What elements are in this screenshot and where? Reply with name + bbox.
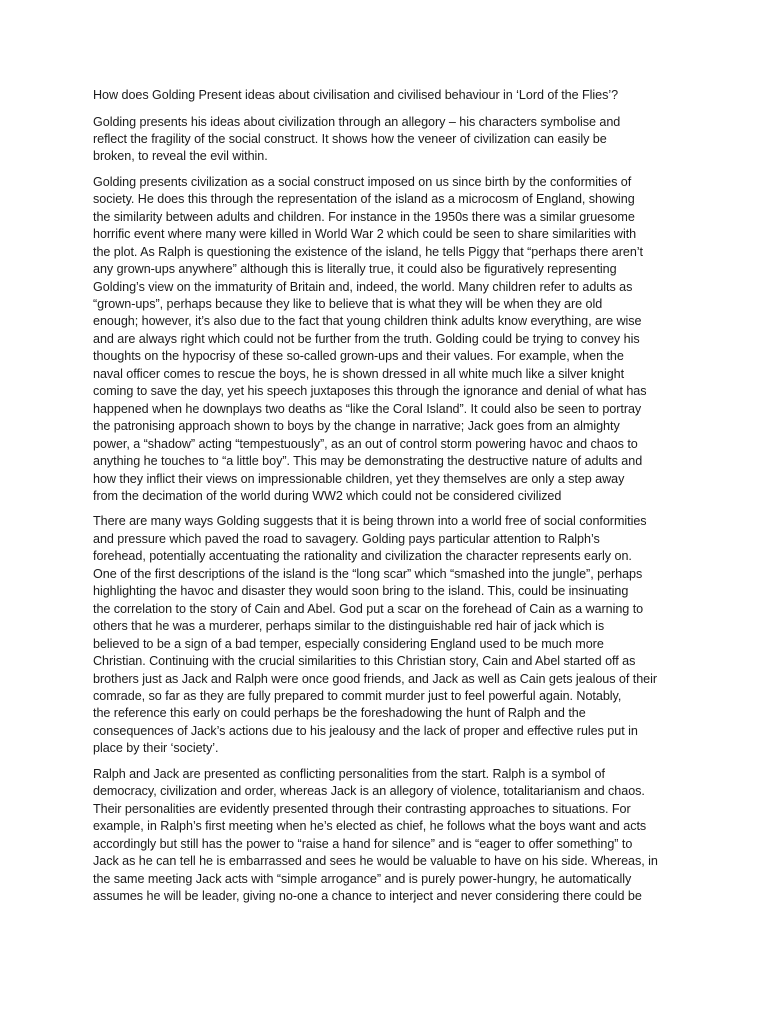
paragraph	[93, 766, 678, 906]
paragraph-line: and are always right which could not be further from the truth. Golding could be trying to convey his	[93, 331, 640, 346]
paragraph-line: the patronising approach shown to boys by the change in narrative; Jack goes from an almighty	[93, 419, 620, 434]
document-page	[93, 87, 678, 913]
paragraph-line: the correlation to the story of Cain and Abel. God put a scar on the forehead of Cain as a warning to	[93, 601, 644, 616]
paragraph-line: “grown-ups”, perhaps because they like to believe that is what they will be when they are old	[93, 297, 603, 312]
paragraph-line: anything he touches to “a little boy”. This may be demonstrating the destructive nature of adults and	[93, 454, 643, 469]
paragraph-line: the same meeting Jack acts with “simple arrogance” and is purely power-hungry, he automatically	[93, 871, 632, 886]
paragraph-line: Golding presents civilization as a social construct imposed on us since birth by the conformities of	[93, 174, 632, 189]
paragraph-line: the similarity between adults and children. For instance in the 1950s there was a similar gruesome	[93, 209, 635, 224]
paragraph-line: broken, to reveal the evil within.	[93, 149, 268, 164]
paragraph-line: democracy, civilization and order, whereas Jack is an allegory of violence, totalitarianism and chaos.	[93, 784, 645, 799]
paragraph-line: highlighting the havoc and disaster they would soon bring to the island. This, could be insinuating	[93, 584, 629, 599]
paragraph-line: Jack as he can tell he is embarrassed and sees he would be valuable to have on his side. Whereas, in	[93, 854, 658, 869]
paragraph-line: horrific event where many were killed in World War 2 which could be seen to share similarities with	[93, 227, 637, 242]
paragraph-line: coming to save the day, yet his speech juxtaposes this through the ignorance and denial of what has	[93, 384, 647, 399]
paragraph-line: example, in Ralph’s first meeting when he’s elected as chief, he follows what the boys want and acts	[93, 819, 647, 834]
paragraph-line: the plot. As Ralph is questioning the existence of the island, he tells Piggy that “perhaps there aren’t	[93, 244, 643, 259]
paragraph-line: One of the first descriptions of the island is the “long scar” which “smashed into the jungle”, perhaps	[93, 566, 643, 581]
essay-question: How does Golding Present ideas about civilisation and civilised behaviour in ‘Lord of the Flies’?	[93, 88, 619, 102]
paragraph	[93, 114, 678, 166]
paragraph-line: Ralph and Jack are presented as conflicting personalities from the start. Ralph is a symbol of	[93, 766, 605, 781]
paragraph-line: Their personalities are evidently presented through their contrasting approaches to situations. For	[93, 801, 631, 816]
paragraph-line: others that he was a murderer, perhaps similar to the distinguishable red hair of jack which is	[93, 619, 605, 634]
paragraph-line: society. He does this through the representation of the island as a microcosm of England, showing	[93, 192, 635, 207]
paragraph-line: happened when he downplays two deaths as “like the Coral Island”. It could also be seen to portray	[93, 401, 642, 416]
paragraph-line: comrade, so far as they are fully prepared to commit murder just to feel powerful again. Notably,	[93, 689, 622, 703]
paragraph-line: naval officer comes to rescue the boys, he is shown dressed in all white much like a silver knight	[93, 366, 625, 381]
paragraph-line: accordingly but still has the power to “raise a hand for silence” and is “eager to offer something” to	[93, 836, 633, 851]
paragraph-line: reflect the fragility of the social construct. It shows how the veneer of civilization can easily be	[93, 131, 607, 146]
paragraph-line: forehead, potentially accentuating the rationality and civilization the character represents early on.	[93, 549, 632, 564]
paragraph-line: Christian. Continuing with the crucial similarities to this Christian story, Cain and Abel started off as	[93, 654, 636, 669]
paragraph-line: place by their ‘society’.	[93, 741, 219, 756]
paragraph	[93, 174, 678, 506]
paragraph-line: enough; however, it’s also due to the fact that young children think adults know everything, are wise	[93, 314, 642, 329]
paragraph-line: There are many ways Golding suggests that it is being thrown into a world free of social conformities	[93, 514, 647, 529]
paragraph-line: Golding’s view on the immaturity of Britain and, indeed, the world. Many children refer to adults as	[93, 279, 633, 294]
paragraph-line: and pressure which paved the road to savagery. Golding pays particular attention to Ralph’s	[93, 531, 600, 546]
paragraph-line: the reference this early on could perhaps be the foreshadowing the hunt of Ralph and the	[93, 706, 586, 721]
paragraph-line: thoughts on the hypocrisy of these so-called grown-ups and their values. For example, when the	[93, 349, 624, 364]
paragraph-line: consequences of Jack’s actions due to his jealousy and the lack of proper and effective rules put in	[93, 723, 638, 738]
paragraph-line: any grown-ups anywhere” although this is literally true, it could also be figuratively representing	[93, 262, 617, 277]
paragraph-line: from the decimation of the world during WW2 which could not be considered civilized	[93, 489, 562, 504]
paragraph-line: assumes he will be leader, giving no-one a chance to interject and never considering there could be	[93, 888, 642, 903]
paragraph	[93, 513, 678, 757]
paragraph-line: Golding presents his ideas about civilization through an allegory – his characters symbolise and	[93, 114, 621, 129]
paragraph-line: brothers just as Jack and Ralph were once good friends, and Jack as well as Cain gets jealous of their	[93, 671, 658, 686]
paragraph-line: how they inflict their views on impressionable children, yet they themselves are only a step away	[93, 471, 625, 486]
paragraph-line: believed to be a sign of a bad temper, especially considering England used to be much more	[93, 636, 604, 651]
paragraph-line: power, a “shadow” acting “tempestuously”, as an out of control storm powering havoc and chaos to	[93, 436, 638, 451]
essay-body	[93, 114, 678, 906]
